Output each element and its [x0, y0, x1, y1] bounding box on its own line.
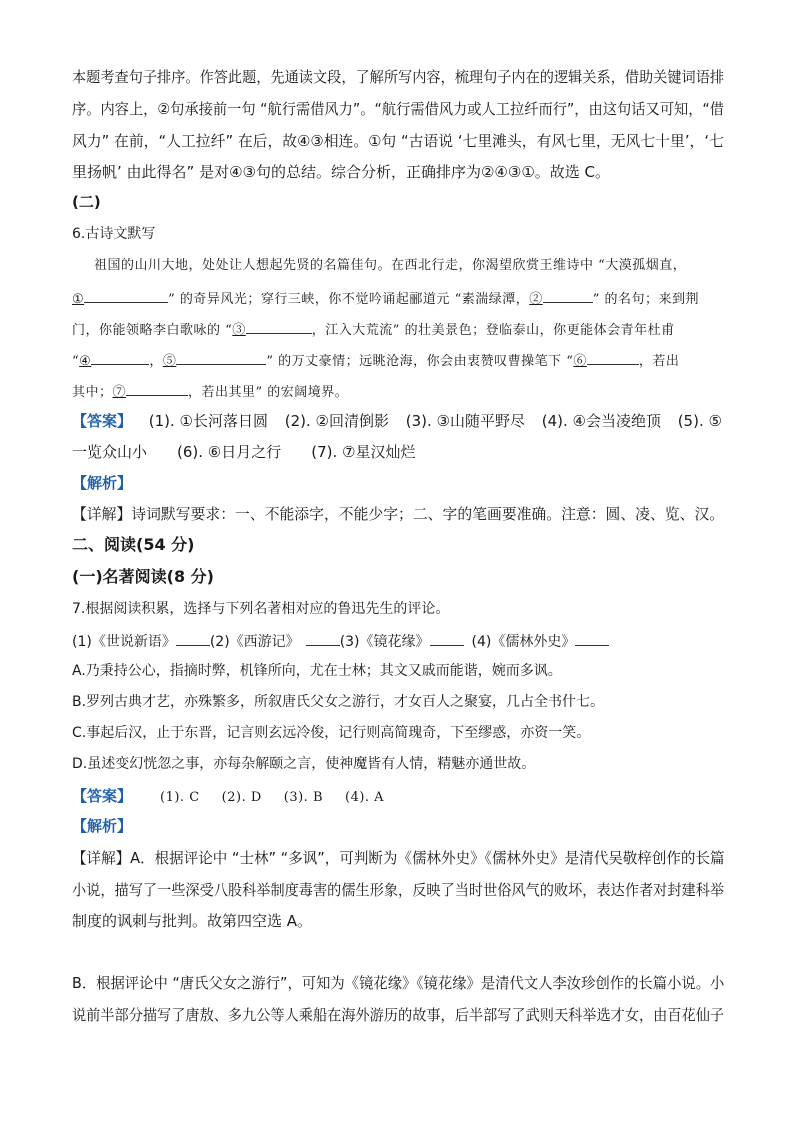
- answer-label: 【答案】: [72, 412, 133, 430]
- q6-passage-text: ” 的名句；来到荆: [592, 292, 700, 307]
- q7-blank-4[interactable]: [575, 631, 609, 646]
- q7-detail-line-1: 【详解】A．根据评论中 “士林” “多讽”，可判断为《儒林外史》《儒林外史》是清代吴敬梓创作的长篇: [72, 849, 725, 867]
- q7-answer-row: [72, 786, 384, 808]
- q7-item: (1)《世说新语》: [72, 634, 176, 650]
- q7-items-row: [72, 631, 609, 652]
- q6-passage-text: 门，你能领略李白歌咏的 “: [72, 323, 233, 338]
- q6-passage-text: ” 的奇异风光；穿行三峡，你不觉吟诵起郦道元 “素湍绿潭，: [168, 292, 530, 307]
- q6-passage-text: ，: [149, 354, 163, 369]
- q7-option-c: C.事起后汉，止于东晋，记言则玄远冷俊，记行则高简瑰奇，下至缪惑，亦资一笑。: [72, 725, 591, 741]
- q6-passage-line-3: [72, 319, 675, 341]
- blank-5-number: ⑤: [162, 354, 177, 369]
- q6-passage-line-4: [72, 350, 679, 372]
- answer-item: (2). D: [221, 790, 262, 805]
- q7-detail-line-2: 小说，描写了一些深受八股科举制度毒害的儒生形象，反映了当时世俗风气的败坏，表达作者对封建科举: [72, 881, 725, 899]
- answer-item: (3). ③山随平野尽: [405, 412, 525, 430]
- q6-passage-line-1: 祖国的山川大地，处处让人想起先贤的名篇佳句。在西北行走，你渴望欣赏王维诗中 “大漠孤烟直，: [94, 258, 687, 273]
- q6-title: 6.古诗文默写: [72, 226, 156, 242]
- q7-blank-2[interactable]: [306, 631, 340, 646]
- answer-item: (1). C: [160, 790, 200, 805]
- answer-item: (4). A: [345, 790, 385, 805]
- answer-item: (3). B: [283, 790, 323, 805]
- blank-2-number: ②: [529, 292, 543, 307]
- q7-detail-line-3: 制度的讽刺与批判。故第四空选 A。: [72, 912, 313, 930]
- blank-4-number: ④: [79, 354, 92, 369]
- blank-2[interactable]: [543, 288, 593, 303]
- blank-3-number: ③: [232, 323, 246, 338]
- q7-item: (2)《西游记》: [209, 634, 300, 650]
- q7-title: 7.根据阅读积累，选择与下列名著相对应的鲁迅先生的评论。: [72, 601, 450, 617]
- part-two-heading: 二、阅读(54 分): [72, 535, 195, 554]
- q6-detail: 【详解】诗词默写要求：一、不能添字，不能少字；二、字的笔画要准确。注意：圆、凌、览、汉。: [72, 505, 725, 523]
- q6-passage-line-5: [72, 381, 348, 403]
- blank-5[interactable]: [176, 350, 266, 365]
- q7-option-b: B.罗列古典才艺，亦殊繁多，所叙唐氏父女之游行，才女百人之聚宴，几占全书什七。: [72, 694, 605, 710]
- q7-item: (3)《镜花缘》: [339, 634, 430, 650]
- answer-item: (1). ①长河落日圆: [148, 412, 268, 430]
- blank-6[interactable]: [587, 350, 639, 365]
- q6-passage-text: ，若出: [638, 354, 680, 369]
- answer-item: (6). ⑥日月之行: [177, 443, 282, 461]
- answer-item: (2). ②回清倒影: [284, 412, 389, 430]
- q6-analysis-label: 【解析】: [72, 474, 133, 492]
- q6-passage-text: ” 的万丈豪情；远眺沧海，你会由衷赞叹曹操笔下 “: [266, 354, 574, 369]
- q6-passage-line-2: [72, 288, 699, 310]
- q5-analysis-line-4: 里扬帆’ 由此得名” 是对④③句的总结。综合分析，正确排序为②④③①。故选 C。: [72, 163, 611, 181]
- answer-item: 一览众山小: [72, 443, 148, 461]
- q6-passage-text: “: [72, 354, 80, 369]
- q6-answer-row-1: [72, 411, 722, 431]
- q5-analysis-line-3: 风力” 在前，“人工拉纤” 在后，故④③相连。①句 “古语说 ‘七里滩头，有风七里，无风七十里’，‘七: [72, 132, 724, 150]
- blank-3[interactable]: [246, 319, 312, 334]
- answer-item: (4). ④会当凌绝顶: [541, 412, 661, 430]
- q6-answer-row-2: [72, 442, 415, 462]
- blank-7[interactable]: [126, 381, 188, 396]
- q7-blank-1[interactable]: [176, 631, 210, 646]
- q5-analysis-line-1: 本题考查句子排序。作答此题，先通读文段，了解所写内容，梳理句子内在的逻辑关系，借助关键词语排: [72, 68, 725, 86]
- answer-item: (7). ⑦星汉灿烂: [311, 443, 416, 461]
- blank-6-number: ⑥: [573, 354, 587, 369]
- blank-4[interactable]: [91, 350, 149, 365]
- blank-1-number: ①: [72, 292, 85, 307]
- answer-label: 【答案】: [72, 787, 133, 805]
- q7-option-d: D.虽述变幻恍忽之事，亦每杂解颐之言，使神魔皆有人情，精魅亦通世故。: [72, 756, 536, 772]
- answer-item: (5). ⑤: [677, 412, 722, 430]
- blank-7-number: ⑦: [112, 385, 127, 400]
- q7-detail-b-line-1: B．根据评论中 “唐氏父女之游行”，可知为《镜花缘》《镜花缘》是清代文人李汝珍创作的长篇小说。小: [72, 974, 725, 992]
- sub-heading-classics: (一)名著阅读(8 分): [72, 567, 214, 586]
- q5-analysis-line-2: 序。内容上，②句承接前一句 “航行需借风力”。“航行需借风力或人工拉纤而行”，由这句话又可知，“借: [72, 100, 725, 118]
- q6-passage-text: ，若出其里” 的宏阔境界。: [188, 385, 349, 400]
- q7-detail-b-line-2: 说前半部分描写了唐敖、多九公等人乘船在海外游历的故事，后半部写了武则天科举选才女，由百花仙子: [72, 1006, 725, 1024]
- section-paren-heading: (二): [72, 193, 101, 211]
- q7-item: (4)《儒林外史》: [471, 634, 576, 650]
- blank-1[interactable]: [84, 288, 168, 303]
- q7-blank-3[interactable]: [430, 631, 464, 646]
- q6-passage-text: ，江入大荒流” 的壮美景色；登临泰山，你更能体会青年杜甫: [311, 323, 675, 338]
- q6-passage-text: 其中；: [72, 385, 113, 400]
- q7-option-a: A.乃秉持公心，指摘时弊，机锋所向，尤在士林；其文又戚而能谐，婉而多讽。: [72, 663, 562, 679]
- q7-analysis-label: 【解析】: [72, 817, 133, 835]
